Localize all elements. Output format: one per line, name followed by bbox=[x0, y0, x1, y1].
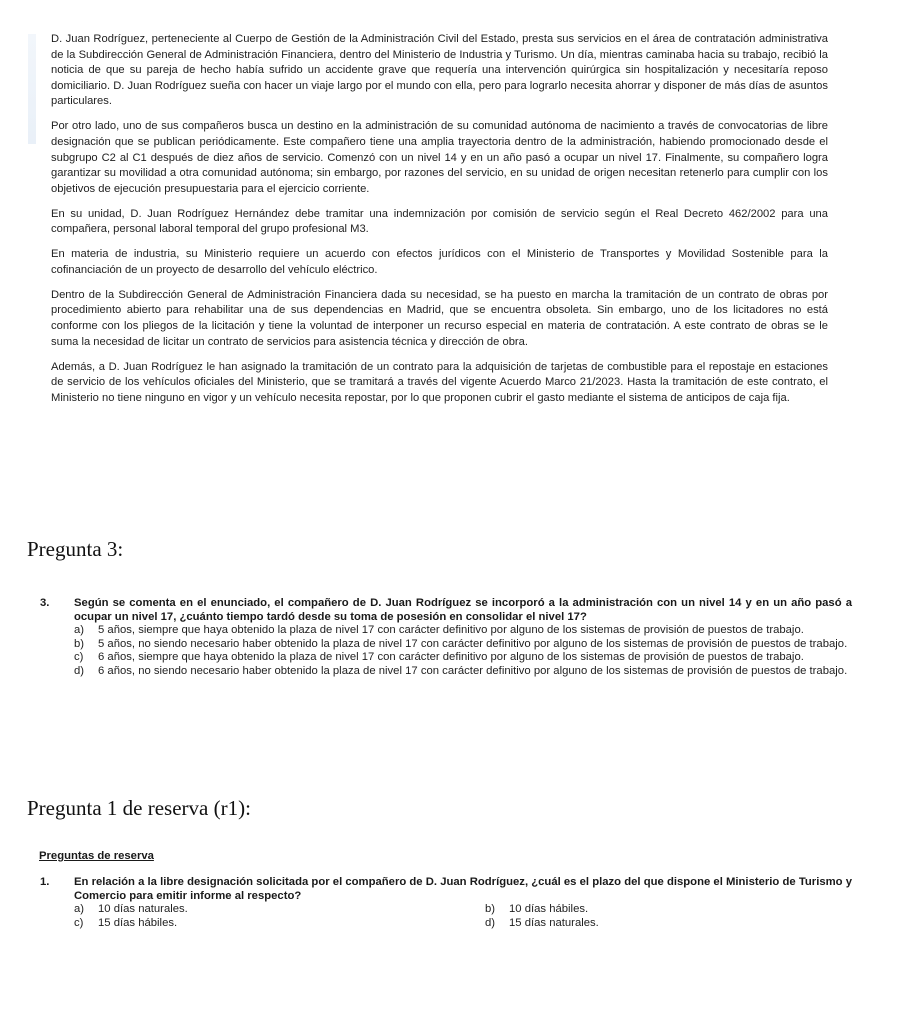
option-b[interactable] bbox=[485, 903, 852, 917]
option-text: 10 días naturales. bbox=[98, 903, 188, 916]
option-text: 5 años, no siendo necesario haber obtenido la plaza de nivel 17 con carácter definitivo por alguno de los sistemas de provisión de puestos de trabajo. bbox=[98, 637, 848, 650]
option-text: 5 años, siempre que haya obtenido la plaza de nivel 17 con carácter definitivo por alguno de los sistemas de provisión de puestos de trabajo. bbox=[98, 624, 804, 637]
option-c[interactable] bbox=[74, 651, 852, 665]
reserve-options bbox=[74, 903, 852, 930]
question-3-stem bbox=[40, 597, 852, 624]
option-letter: a) bbox=[74, 903, 85, 916]
reserve-question-1 bbox=[40, 876, 852, 930]
option-d[interactable] bbox=[485, 917, 852, 931]
option-letter: d) bbox=[485, 916, 496, 929]
case-study bbox=[51, 32, 828, 416]
option-letter: c) bbox=[74, 651, 84, 664]
case-paragraph: Además, a D. Juan Rodríguez le han asignado la tramitación de un contrato para la adquisición de tarjetas de combustible para el repostaje en estaciones de servicio de los vehículos oficiales del Ministerio, que se tramitará a través del vigente Acuerdo Marco 21/2023. Hasta la tramitación de este contrato, el Ministerio no tiene ninguno en vigor y un vehículo necesita repostar, por lo que proponen cubrir el gasto mediante el sistema de anticipos de caja fija. bbox=[51, 360, 828, 404]
case-paragraph: D. Juan Rodríguez, perteneciente al Cuerpo de Gestión de la Administración Civil del Estado, presta sus servicios en el área de contratación administrativa de la Subdirección General de Administración Financiera, dentro del Ministerio de Industria y Turismo. Un día, mientras caminaba hacia su trabajo, recibió la noticia de que su pareja de hecho había sufrido un accidente grave que requería una intervención quirúrgica sin hospitalización y necesitaría reposo domiciliario. D. Juan Rodríguez sueña con hacer un viaje largo por el mundo con ella, pero para lograrlo necesita ahorrar y disponer de más días de asuntos particulares. bbox=[51, 33, 828, 108]
question-number: 3. bbox=[40, 597, 50, 609]
option-letter: d) bbox=[74, 664, 85, 677]
question-3-heading: Pregunta 3: bbox=[27, 537, 124, 561]
option-a[interactable] bbox=[74, 903, 485, 917]
margin-tint bbox=[28, 34, 36, 144]
case-paragraph: Dentro de la Subdirección General de Administración Financiera dada su necesidad, se ha puesto en marcha la tramitación de un contrato de obras por procedimiento abierto para rehabilitar una de sus dependencias en Madrid, que se encuentra obsoleta. Sin embargo, uno de los licitadores no está conforme con los pliegos de la licitación y tiene la voluntad de interponer un recurso especial en materia de contratación. A este contrato de obras se le suma la necesidad de licitar un contrato de servicios para asistencia técnica y dirección de obra. bbox=[51, 288, 828, 348]
question-number: 1. bbox=[40, 876, 50, 888]
case-paragraph: Por otro lado, uno de sus compañeros busca un destino en la administración de su comunidad autónoma de nacimiento a través de convocatorias de libre designación que se publican periódicamente. Este compañero tiene una amplia trayectoria dentro de la administración, habiendo promocionado desde el subgrupo C2 al C1 después de diez años de servicio. Comenzó con un nivel 14 y en un año pasó a ocupar un nivel 17. Finalmente, su compañero logra garantizar su movilidad a otra comunidad autónoma; sin embargo, por razones del servicio, en su unidad de origen necesitan retenerlo para cumplir con los objetivos de ejecución presupuestaria para el ejercicio corriente. bbox=[51, 120, 828, 195]
option-a[interactable] bbox=[74, 624, 852, 638]
option-c[interactable] bbox=[74, 917, 485, 931]
reserve-question-stem bbox=[40, 876, 852, 903]
option-letter: b) bbox=[485, 903, 496, 916]
reserve-subheading: Preguntas de reserva bbox=[39, 850, 154, 862]
option-text: 15 días naturales. bbox=[509, 916, 599, 929]
option-text: 6 años, no siendo necesario haber obtenido la plaza de nivel 17 con carácter definitivo por alguno de los sistemas de provisión de puestos de trabajo. bbox=[98, 664, 848, 677]
question-text: En relación a la libre designación solicitada por el compañero de D. Juan Rodríguez, ¿cuál es el plazo del que dispone el Ministerio de Turismo y Comercio para emitir informe al respecto? bbox=[74, 876, 852, 902]
question-text: Según se comenta en el enunciado, el compañero de D. Juan Rodríguez se incorporó a la administración con un nivel 14 y en un año pasó a ocupar un nivel 17, ¿cuánto tiempo tardó desde su toma de posesión en consolidar el nivel 17? bbox=[74, 597, 852, 623]
option-d[interactable] bbox=[74, 665, 852, 679]
option-text: 15 días hábiles. bbox=[98, 916, 178, 929]
reserve-question-heading: Pregunta 1 de reserva (r1): bbox=[27, 796, 251, 820]
option-letter: a) bbox=[74, 624, 85, 637]
option-letter: c) bbox=[74, 916, 84, 929]
option-b[interactable] bbox=[74, 638, 852, 652]
question-3 bbox=[40, 597, 852, 679]
option-text: 6 años, siempre que haya obtenido la plaza de nivel 17 con carácter definitivo por alguno de los sistemas de provisión de puestos de trabajo. bbox=[98, 651, 804, 664]
case-paragraph: En su unidad, D. Juan Rodríguez Hernández debe tramitar una indemnización por comisión de servicio según el Real Decreto 462/2002 para una compañera, personal laboral temporal del grupo profesional M3. bbox=[51, 207, 828, 236]
option-text: 10 días hábiles. bbox=[509, 903, 589, 916]
case-paragraph: En materia de industria, su Ministerio requiere un acuerdo con efectos jurídicos con el Ministerio de Transportes y Movilidad Sostenible para la cofinanciación de un proyecto de desarrollo del vehículo eléctrico. bbox=[51, 248, 828, 276]
option-letter: b) bbox=[74, 637, 85, 650]
